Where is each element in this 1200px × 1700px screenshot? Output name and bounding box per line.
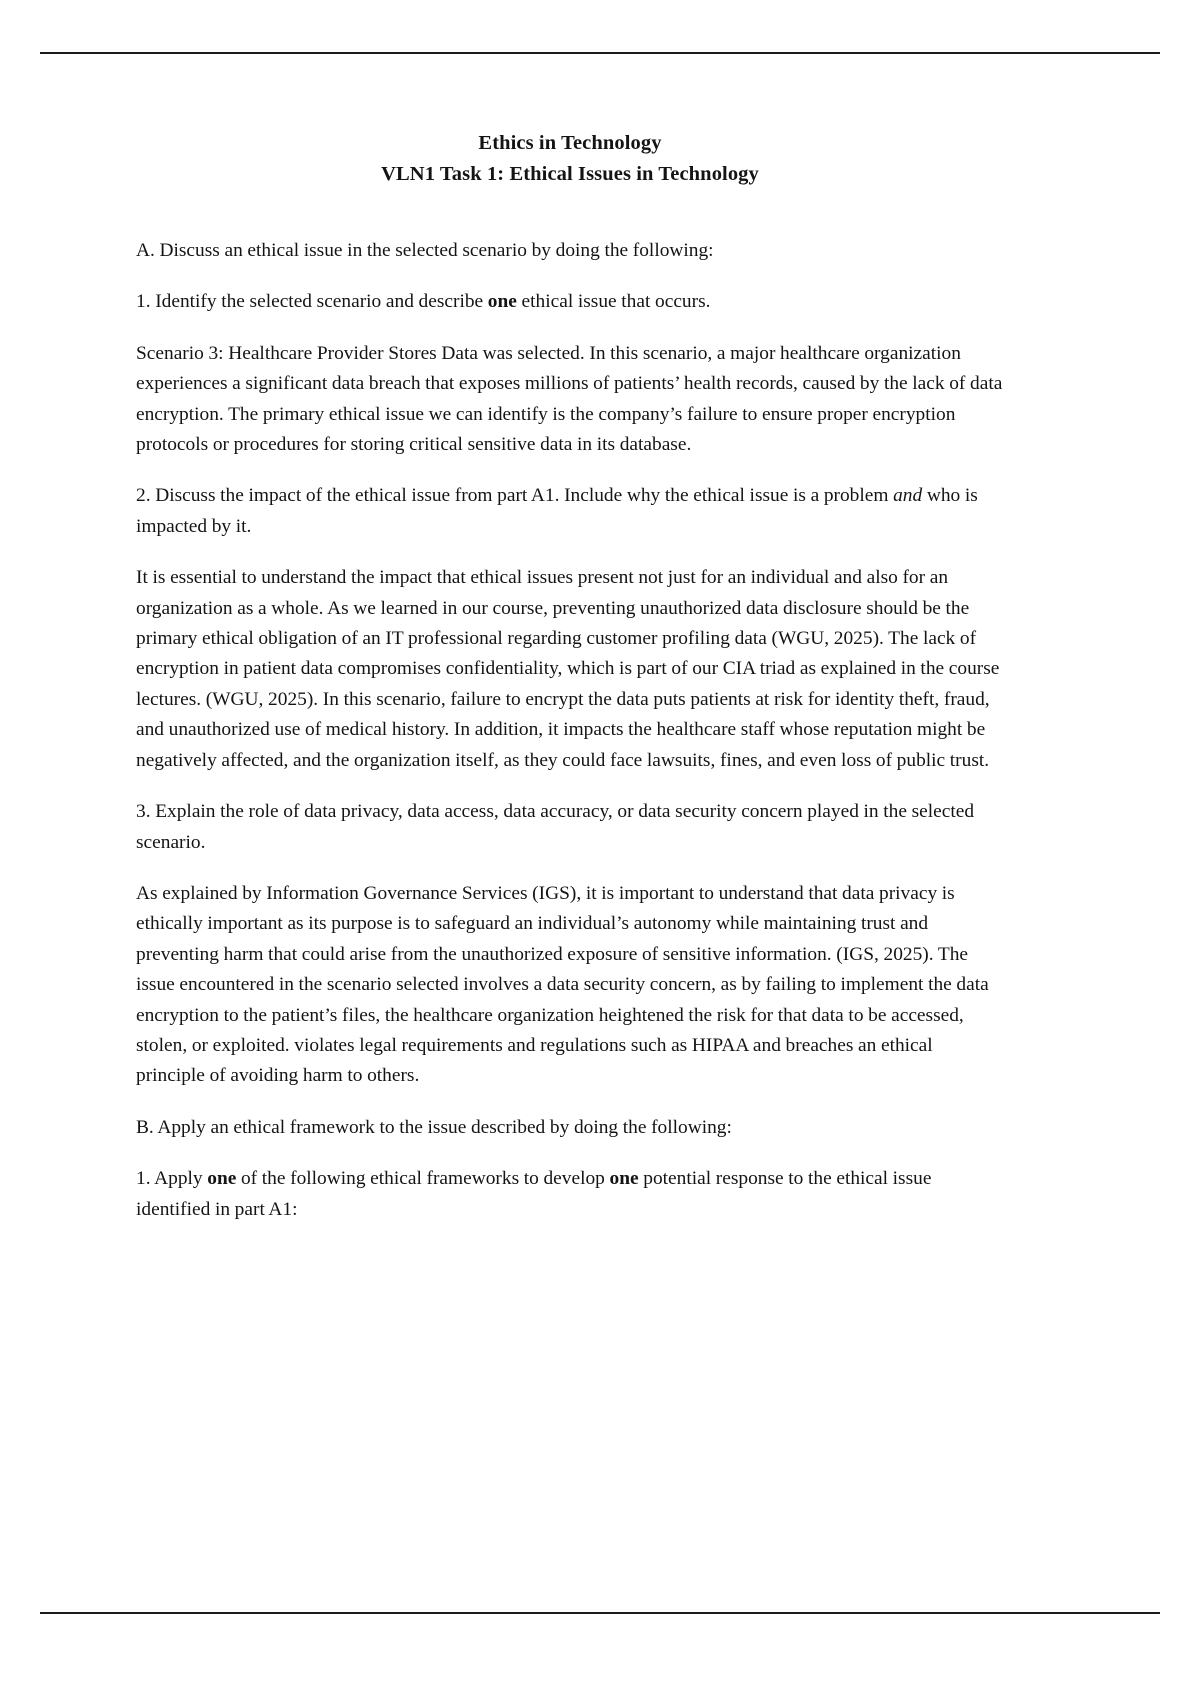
paragraph-prompt-b1: [136, 1164, 1004, 1225]
document-content: [136, 128, 1004, 1246]
paragraph-answer-a2: It is essential to understand the impact that ethical issues present not just for an individual and also for an organization as a whole. As we learned in our course, preventing unauthorized data disclosure should be the primary ethical obligation of an IT professional regarding customer profiling data (WGU, 2025). The lack of encryption in patient data compromises confidentiality, which is part of our CIA triad as explained in the course lectures. (WGU, 2025). In this scenario, failure to encrypt the data puts patients at risk for identity theft, fraud, and unauthorized use of medical history. In addition, it impacts the healthcare staff whose reputation might be negatively affected, and the organization itself, as they could face lawsuits, fines, and even loss of public trust.: [136, 567, 1000, 771]
paragraph-prompt-b: B. Apply an ethical framework to the issue described by doing the following:: [136, 1116, 732, 1138]
text-run: of the following ethical frameworks to develop: [236, 1168, 610, 1190]
document-title-line-2: VLN1 Task 1: Ethical Issues in Technology: [381, 163, 759, 185]
paragraph-answer-a1: Scenario 3: Healthcare Provider Stores Data was selected. In this scenario, a major healthcare organization experiences a significant data breach that exposes millions of patients’ health records, caused by the lack of data encryption. The primary ethical issue we can identify is the company’s failure to ensure proper encryption protocols or procedures for storing critical sensitive data in its database.: [136, 342, 1003, 456]
paragraph-prompt-a1: [136, 287, 1004, 317]
paragraph-answer-a3: As explained by Information Governance Services (IGS), it is important to understand that data privacy is ethically important as its purpose is to safeguard an individual’s autonomy while maintaining trust and preventing harm that could arise from the unauthorized exposure of sensitive information. (IGS, 2025). The issue encountered in the scenario selected involves a data security concern, as by failing to implement the data encryption to the patient’s files, the healthcare organization heightened the risk for that data to be accessed, stolen, or exploited. violates legal requirements and regulations such as HIPAA and breaches an ethical principle of avoiding harm to others.: [136, 882, 989, 1087]
text-run: who is impacted by it.: [136, 485, 978, 537]
text-run: potential response to the ethical issue identified in part A1:: [136, 1168, 932, 1220]
paragraph-prompt-a: A. Discuss an ethical issue in the selected scenario by doing the following:: [136, 240, 714, 261]
footer-rule: [40, 1612, 1160, 1614]
emphasis-italic: and: [893, 485, 923, 507]
document-title-block: [136, 128, 1004, 190]
paragraph-prompt-a3: 3. Explain the role of data privacy, data access, data accuracy, or data security concern played in the selected scenario.: [136, 801, 975, 853]
emphasis-bold: one: [609, 1168, 639, 1190]
document-title-line-1: Ethics in Technology: [478, 132, 662, 154]
text-run: 1. Apply: [136, 1168, 208, 1190]
text-run: 2. Discuss the impact of the ethical issue from part A1. Include why the ethical issue is a problem: [136, 485, 894, 507]
paragraph-prompt-a2: [136, 481, 1004, 542]
text-run: ethical issue that occurs.: [516, 291, 711, 313]
emphasis-bold: one: [487, 291, 517, 313]
header-rule: [40, 52, 1160, 54]
text-run: 1. Identify the selected scenario and describe: [136, 291, 488, 313]
document-body: [136, 236, 1004, 1225]
emphasis-bold: one: [207, 1168, 237, 1190]
